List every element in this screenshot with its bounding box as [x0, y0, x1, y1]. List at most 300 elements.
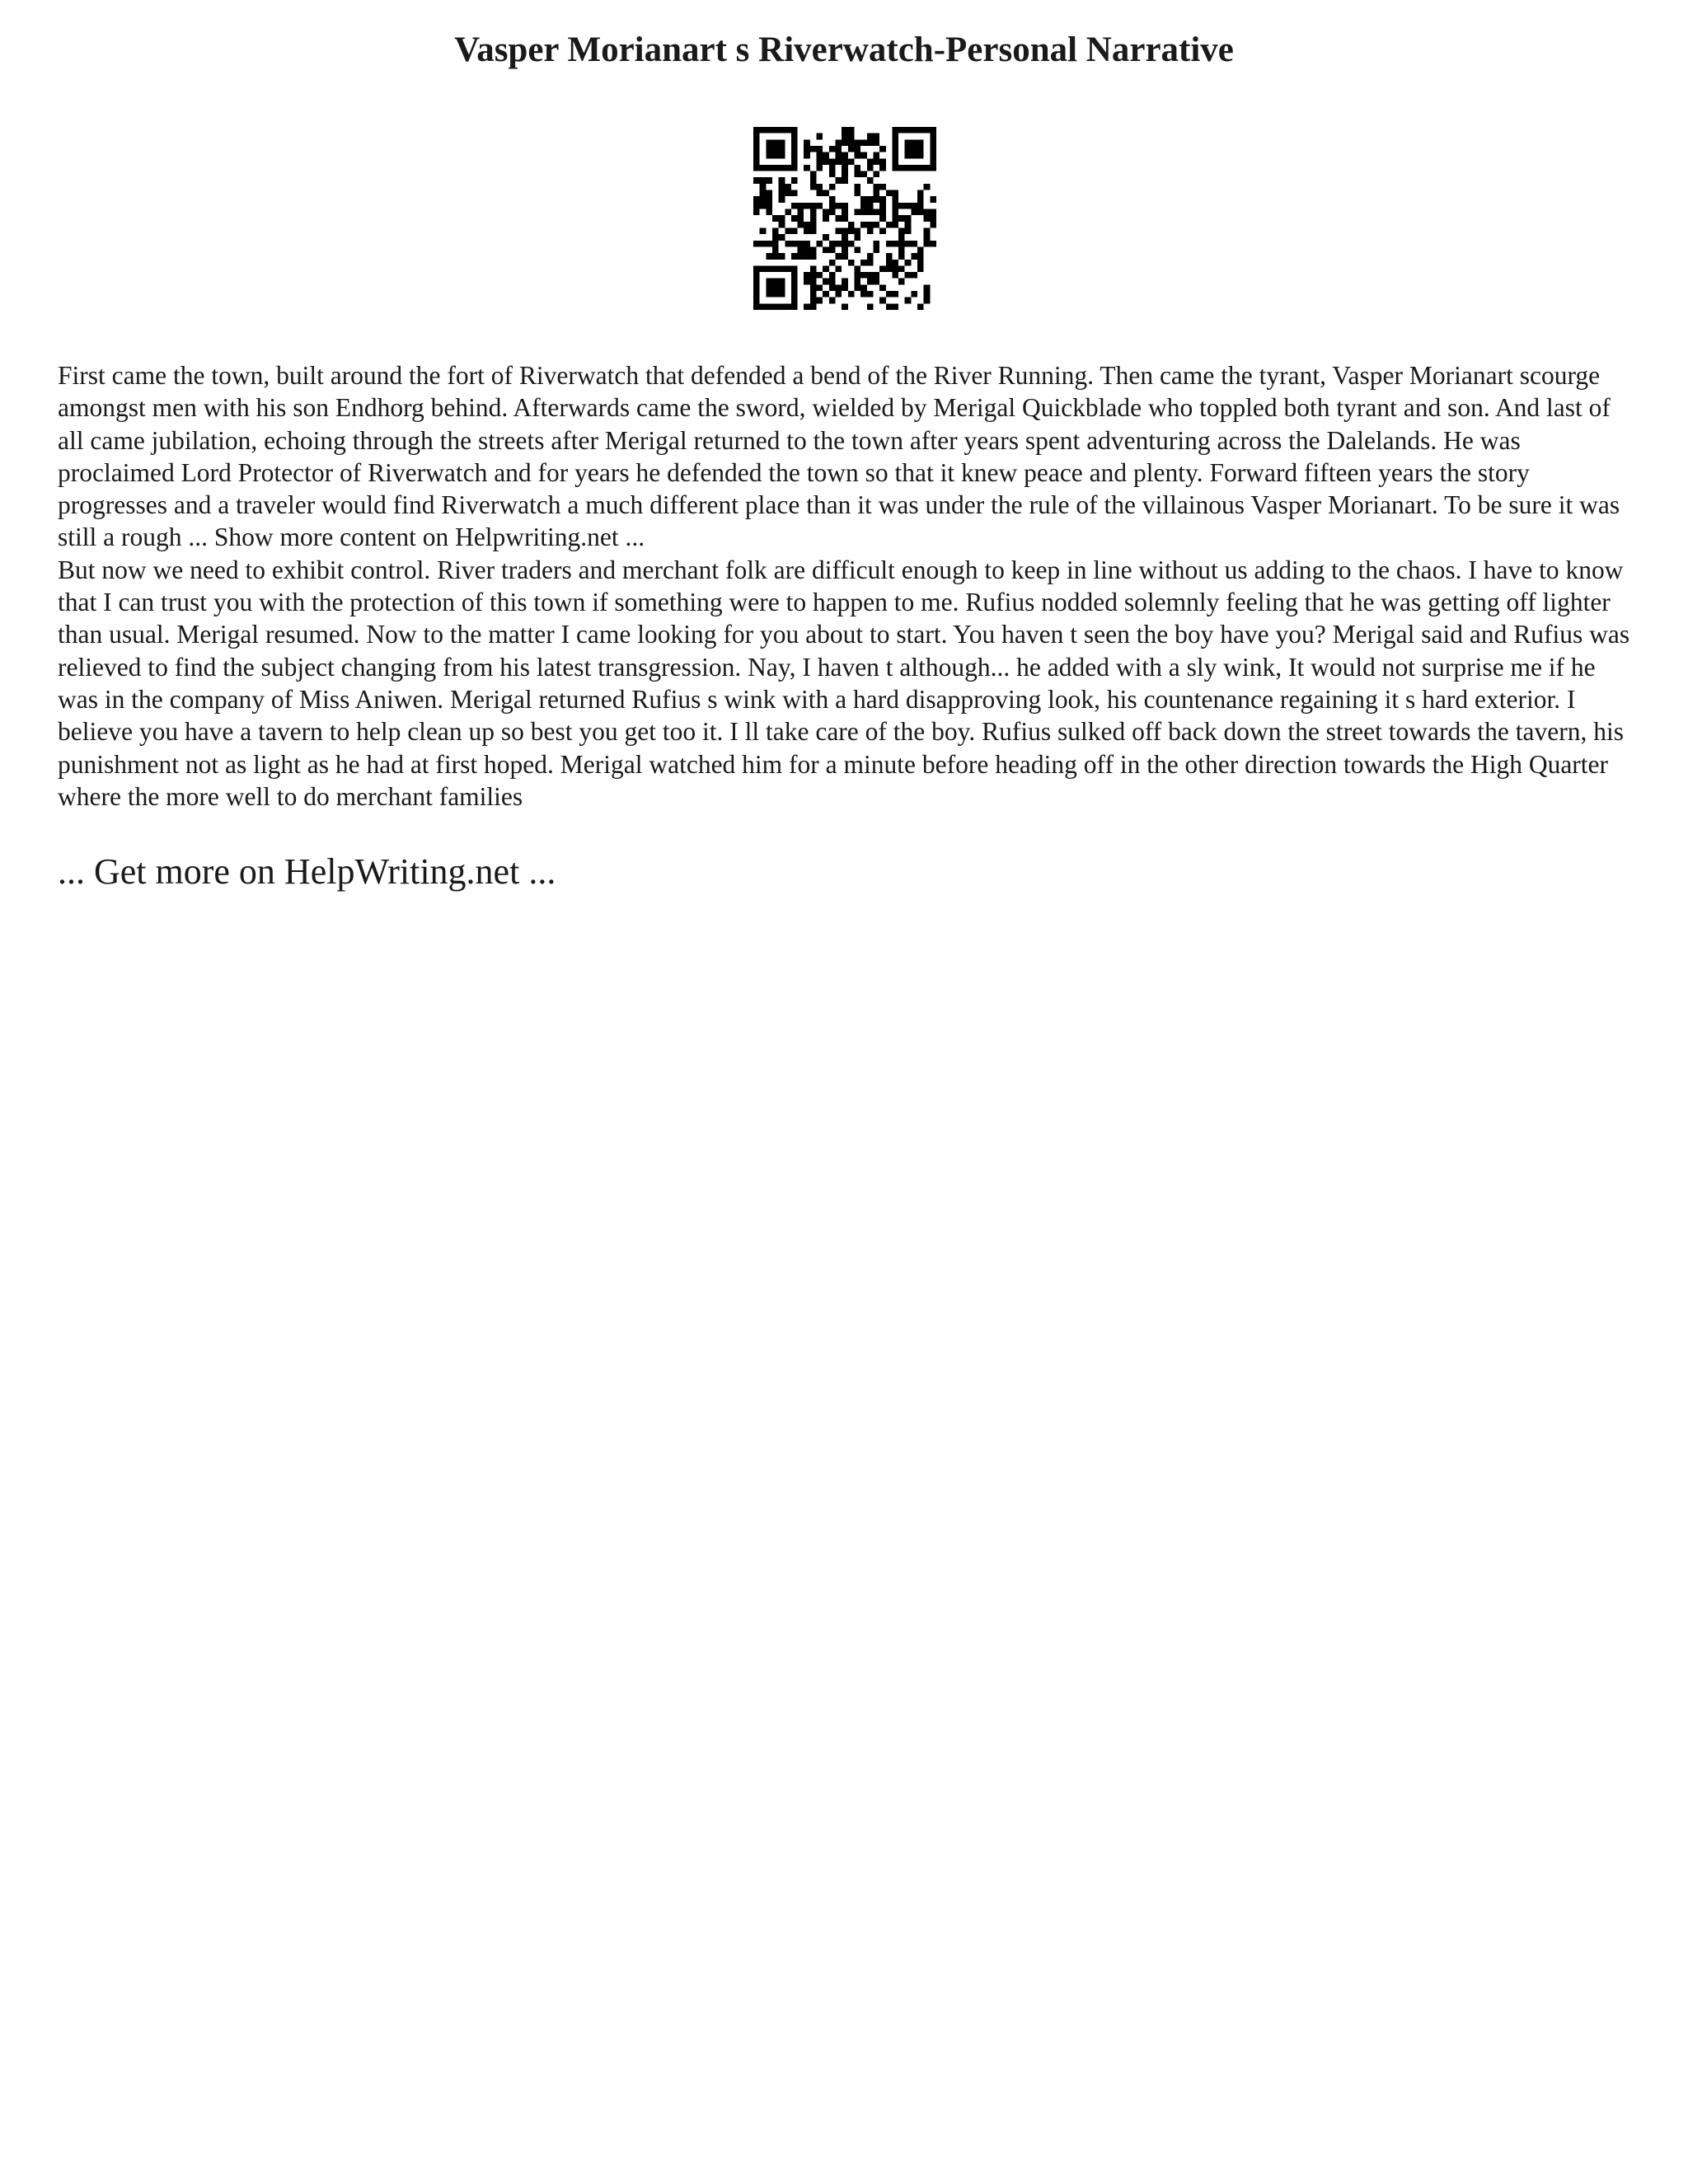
qr-module	[760, 303, 767, 310]
qr-module	[879, 265, 886, 272]
qr-module	[836, 152, 842, 159]
qr-module	[836, 215, 842, 222]
qr-module	[766, 303, 772, 310]
qr-module	[766, 209, 772, 216]
qr-module	[892, 209, 898, 216]
qr-module	[779, 303, 785, 310]
qr-module	[924, 215, 931, 222]
qr-module	[785, 265, 791, 272]
qr-module	[848, 260, 855, 266]
qr-module	[810, 272, 817, 279]
qr-module	[791, 134, 798, 140]
qr-module	[873, 139, 879, 146]
qr-module	[779, 139, 785, 146]
qr-module	[753, 152, 760, 159]
qr-module	[823, 209, 829, 216]
qr-module	[810, 209, 817, 216]
qr-module	[772, 227, 779, 234]
qr-module	[791, 146, 798, 152]
qr-module	[779, 215, 785, 222]
qr-module	[917, 165, 924, 171]
qr-module	[772, 234, 779, 241]
qr-module	[930, 127, 936, 134]
qr-module	[867, 177, 874, 184]
qr-module	[766, 146, 772, 152]
qr-module	[848, 139, 855, 146]
qr-module	[924, 209, 931, 216]
qr-module	[911, 272, 917, 279]
qr-module	[817, 190, 823, 197]
qr-module	[892, 196, 898, 203]
qr-module	[842, 203, 848, 209]
qr-module	[873, 209, 879, 216]
qr-module	[911, 203, 917, 209]
qr-module	[810, 203, 817, 209]
qr-module	[867, 227, 874, 234]
qr-module	[810, 253, 817, 260]
qr-module	[848, 227, 855, 234]
qr-module	[810, 184, 817, 190]
qr-module	[804, 203, 810, 209]
qr-module	[760, 227, 767, 234]
qr-module	[785, 303, 791, 310]
qr-module	[911, 253, 917, 260]
qr-module	[810, 303, 817, 310]
qr-module	[779, 234, 785, 241]
qr-module	[905, 203, 912, 209]
qr-module	[836, 177, 842, 184]
qr-module	[842, 227, 848, 234]
qr-module	[779, 253, 785, 260]
qr-module	[791, 284, 798, 291]
qr-module	[905, 152, 912, 159]
qr-module	[829, 298, 836, 304]
qr-module	[879, 298, 886, 304]
qr-module	[930, 215, 936, 222]
qr-module	[854, 209, 860, 216]
qr-module	[842, 241, 848, 247]
qr-module	[917, 152, 924, 159]
qr-module	[842, 279, 848, 285]
qr-module	[898, 215, 905, 222]
qr-module	[848, 134, 855, 140]
qr-module	[779, 165, 785, 171]
qr-module	[892, 152, 898, 159]
qr-module	[854, 190, 860, 197]
qr-module	[873, 158, 879, 165]
qr-module	[804, 222, 810, 228]
qr-module	[760, 265, 767, 272]
qr-module	[836, 227, 842, 234]
qr-module	[930, 209, 936, 216]
qr-module	[854, 272, 860, 279]
qr-module	[842, 158, 848, 165]
qr-module	[930, 196, 936, 203]
qr-module	[798, 222, 804, 228]
qr-module	[753, 291, 760, 298]
qr-module	[873, 272, 879, 279]
qr-module	[854, 139, 860, 146]
qr-module	[772, 291, 779, 298]
qr-module	[886, 303, 893, 310]
qr-module	[779, 222, 785, 228]
qr-module	[791, 177, 798, 184]
qr-module	[905, 222, 912, 228]
qr-module	[772, 253, 779, 260]
qr-module	[772, 165, 779, 171]
qr-module	[867, 222, 874, 228]
qr-module	[848, 146, 855, 152]
qr-module	[930, 146, 936, 152]
qr-module	[911, 139, 917, 146]
qr-module	[905, 139, 912, 146]
qr-module	[829, 171, 836, 178]
qr-module	[842, 127, 848, 134]
qr-module	[766, 190, 772, 197]
qr-module	[785, 184, 791, 190]
qr-module	[886, 260, 893, 266]
qr-module	[886, 291, 893, 298]
qr-module	[917, 265, 924, 272]
qr-module	[842, 284, 848, 291]
qr-module	[791, 158, 798, 165]
qr-module	[930, 241, 936, 247]
qr-module	[873, 134, 879, 140]
qr-module	[798, 246, 804, 253]
qr-module	[867, 203, 874, 209]
qr-module	[817, 203, 823, 209]
qr-module	[905, 165, 912, 171]
qr-module	[905, 127, 912, 134]
qr-module	[886, 190, 893, 197]
qr-module	[810, 177, 817, 184]
qr-module	[766, 265, 772, 272]
qr-module	[779, 265, 785, 272]
qr-module	[854, 227, 860, 234]
qr-module	[766, 139, 772, 146]
qr-module	[917, 203, 924, 209]
qr-module	[860, 284, 867, 291]
qr-module	[829, 158, 836, 165]
qr-module	[867, 303, 874, 310]
qr-module	[886, 241, 893, 247]
qr-module	[753, 303, 760, 310]
qr-module	[779, 190, 785, 197]
document-title: Vasper Morianart s Riverwatch-Personal Narrative	[454, 30, 1234, 69]
qr-module	[892, 190, 898, 197]
qr-module	[753, 134, 760, 140]
qr-module	[791, 152, 798, 159]
qr-module	[836, 291, 842, 298]
qr-module	[829, 260, 836, 266]
qr-module	[779, 196, 785, 203]
qr-module	[823, 152, 829, 159]
qr-module	[766, 196, 772, 203]
qr-module	[791, 139, 798, 146]
qr-module	[873, 222, 879, 228]
qr-module	[873, 246, 879, 253]
qr-module	[760, 241, 767, 247]
qr-module	[766, 127, 772, 134]
qr-module	[760, 165, 767, 171]
qr-module	[917, 127, 924, 134]
qr-module	[930, 158, 936, 165]
qr-module	[886, 222, 893, 228]
qr-module	[879, 203, 886, 209]
qr-module	[785, 127, 791, 134]
qr-module	[848, 291, 855, 298]
qr-module	[779, 284, 785, 291]
qr-module	[930, 134, 936, 140]
qr-module	[753, 139, 760, 146]
qr-module	[804, 227, 810, 234]
qr-module	[898, 227, 905, 234]
qr-module	[836, 241, 842, 247]
qr-module	[772, 215, 779, 222]
qr-module	[791, 227, 798, 234]
qr-module	[823, 234, 829, 241]
qr-module	[810, 146, 817, 152]
qr-module	[804, 279, 810, 285]
qr-module	[842, 234, 848, 241]
qr-module	[860, 139, 867, 146]
qr-module	[848, 127, 855, 134]
qr-module	[804, 246, 810, 253]
qr-module	[879, 165, 886, 171]
qr-module	[867, 253, 874, 260]
qr-module	[892, 260, 898, 266]
qr-module	[879, 284, 886, 291]
qr-module	[867, 291, 874, 298]
qr-module	[817, 146, 823, 152]
qr-module	[879, 158, 886, 165]
qr-module	[867, 165, 874, 171]
get-more-link[interactable]: ... Get more on HelpWriting.net ...	[58, 851, 556, 892]
document-body	[58, 359, 1640, 813]
qr-module	[867, 209, 874, 216]
qr-module	[892, 291, 898, 298]
qr-module	[898, 127, 905, 134]
qr-module	[917, 190, 924, 197]
qr-module	[753, 158, 760, 165]
qr-module	[817, 272, 823, 279]
qr-module	[892, 265, 898, 272]
qr-module	[867, 279, 874, 285]
qr-module	[867, 158, 874, 165]
qr-module	[930, 165, 936, 171]
qr-module	[779, 279, 785, 285]
qr-module	[823, 246, 829, 253]
qr-module	[760, 196, 767, 203]
qr-module	[791, 303, 798, 310]
qr-module	[804, 253, 810, 260]
qr-module	[753, 165, 760, 171]
qr-module	[854, 284, 860, 291]
qr-module	[911, 127, 917, 134]
qr-module	[917, 146, 924, 152]
qr-module	[829, 146, 836, 152]
qr-module	[791, 253, 798, 260]
qr-module	[810, 279, 817, 285]
qr-module	[753, 298, 760, 304]
qr-module	[867, 260, 874, 266]
qr-module	[753, 265, 760, 272]
qr-module	[854, 279, 860, 285]
qr-module	[829, 284, 836, 291]
qr-module	[867, 272, 874, 279]
qr-module	[905, 215, 912, 222]
qr-module	[879, 227, 886, 234]
body-paragraph: First came the town, built around the fort of Riverwatch that defended a bend of the River Running. Then came the tyrant, Vasper Morianart scourge amongst men with his son Endhorg behind. Afterwards came the sword, wielded by Merigal Quickblade who toppled both tyrant and son. And last of all came jubilation, echoing through the streets after Merigal returned to the town after years spent adventuring across the Dalelands. He was proclaimed Lord Protector of Riverwatch and for years he defended the town so that it knew peace and plenty. Forward fifteen years the story progresses and a traveler would find Riverwatch a much different place than it was under the rule of the villainous Vasper Morianart. To be sure it was still a rough ... Show more content on Helpwriting.net ...	[58, 361, 1620, 552]
qr-module	[917, 246, 924, 253]
qr-module	[791, 190, 798, 197]
qr-module	[804, 165, 810, 171]
qr-module	[917, 253, 924, 260]
qr-module	[785, 209, 791, 216]
qr-module	[760, 190, 767, 197]
qr-module	[854, 152, 860, 159]
qr-module	[842, 171, 848, 178]
qr-module	[892, 272, 898, 279]
qr-module	[810, 291, 817, 298]
qr-module	[898, 203, 905, 209]
qr-module	[836, 158, 842, 165]
qr-module	[836, 284, 842, 291]
qr-module	[810, 265, 817, 272]
qr-module	[760, 127, 767, 134]
qr-module	[804, 139, 810, 146]
qr-module	[766, 253, 772, 260]
qr-module	[924, 291, 931, 298]
qr-module	[879, 215, 886, 222]
qr-module	[905, 227, 912, 234]
qr-module	[892, 146, 898, 152]
qr-module	[829, 203, 836, 209]
qr-module	[829, 246, 836, 253]
qr-module	[810, 227, 817, 234]
qr-module	[810, 222, 817, 228]
qr-module	[823, 190, 829, 197]
qr-module	[766, 284, 772, 291]
qr-module	[892, 303, 898, 310]
qr-module	[804, 146, 810, 152]
qr-module	[772, 241, 779, 247]
qr-module	[810, 298, 817, 304]
qr-module	[760, 203, 767, 209]
qr-module	[760, 184, 767, 190]
qr-module	[848, 158, 855, 165]
qr-module	[829, 279, 836, 285]
qr-module	[842, 209, 848, 216]
qr-module	[785, 227, 791, 234]
qr-module	[898, 241, 905, 247]
qr-module	[791, 291, 798, 298]
qr-module	[798, 203, 804, 209]
qr-module	[804, 303, 810, 310]
qr-module	[917, 209, 924, 216]
qr-module	[860, 171, 867, 178]
qr-module	[898, 279, 905, 285]
qr-module	[766, 177, 772, 184]
qr-module	[772, 139, 779, 146]
qr-module	[892, 134, 898, 140]
qr-module	[898, 265, 905, 272]
qr-module	[892, 203, 898, 209]
qr-module	[823, 291, 829, 298]
qr-module	[804, 241, 810, 247]
qr-module	[860, 291, 867, 298]
qr-module	[873, 171, 879, 178]
qr-module	[842, 246, 848, 253]
qr-module	[905, 260, 912, 266]
qr-module	[753, 146, 760, 152]
qr-module	[917, 303, 924, 310]
qr-module	[772, 146, 779, 152]
qr-module	[905, 146, 912, 152]
qr-module	[842, 253, 848, 260]
qr-module	[854, 184, 860, 190]
qr-module	[924, 127, 931, 134]
qr-module	[766, 152, 772, 159]
qr-module	[791, 279, 798, 285]
qr-module	[791, 272, 798, 279]
qr-module	[785, 241, 791, 247]
qr-module	[823, 215, 829, 222]
qr-module	[772, 279, 779, 285]
qr-module	[772, 303, 779, 310]
qr-module	[791, 215, 798, 222]
qr-module	[785, 165, 791, 171]
qr-module	[886, 253, 893, 260]
qr-module	[829, 165, 836, 171]
qr-module	[867, 139, 874, 146]
qr-module	[817, 134, 823, 140]
qr-module	[867, 134, 874, 140]
qr-module	[829, 209, 836, 216]
qr-module	[917, 139, 924, 146]
qr-module	[772, 284, 779, 291]
qr-module	[810, 284, 817, 291]
qr-module	[873, 152, 879, 159]
qr-module	[911, 152, 917, 159]
qr-module	[766, 165, 772, 171]
qr-module	[810, 171, 817, 178]
qr-module	[930, 152, 936, 159]
qr-module	[766, 203, 772, 209]
qr-module	[753, 127, 760, 134]
qr-module	[879, 209, 886, 216]
qr-module	[848, 241, 855, 247]
qr-module	[804, 272, 810, 279]
qr-module	[873, 241, 879, 247]
qr-module	[917, 196, 924, 203]
qr-code-icon	[753, 127, 936, 310]
qr-module	[892, 222, 898, 228]
qr-module	[892, 127, 898, 134]
qr-module	[842, 152, 848, 159]
qr-module	[836, 253, 842, 260]
qr-module	[753, 177, 760, 184]
qr-module	[842, 303, 848, 310]
qr-module	[873, 196, 879, 203]
qr-module	[772, 152, 779, 159]
qr-module	[905, 272, 912, 279]
qr-module	[772, 246, 779, 253]
qr-module	[753, 241, 760, 247]
qr-module	[898, 253, 905, 260]
qr-module	[829, 184, 836, 190]
qr-module	[817, 241, 823, 247]
